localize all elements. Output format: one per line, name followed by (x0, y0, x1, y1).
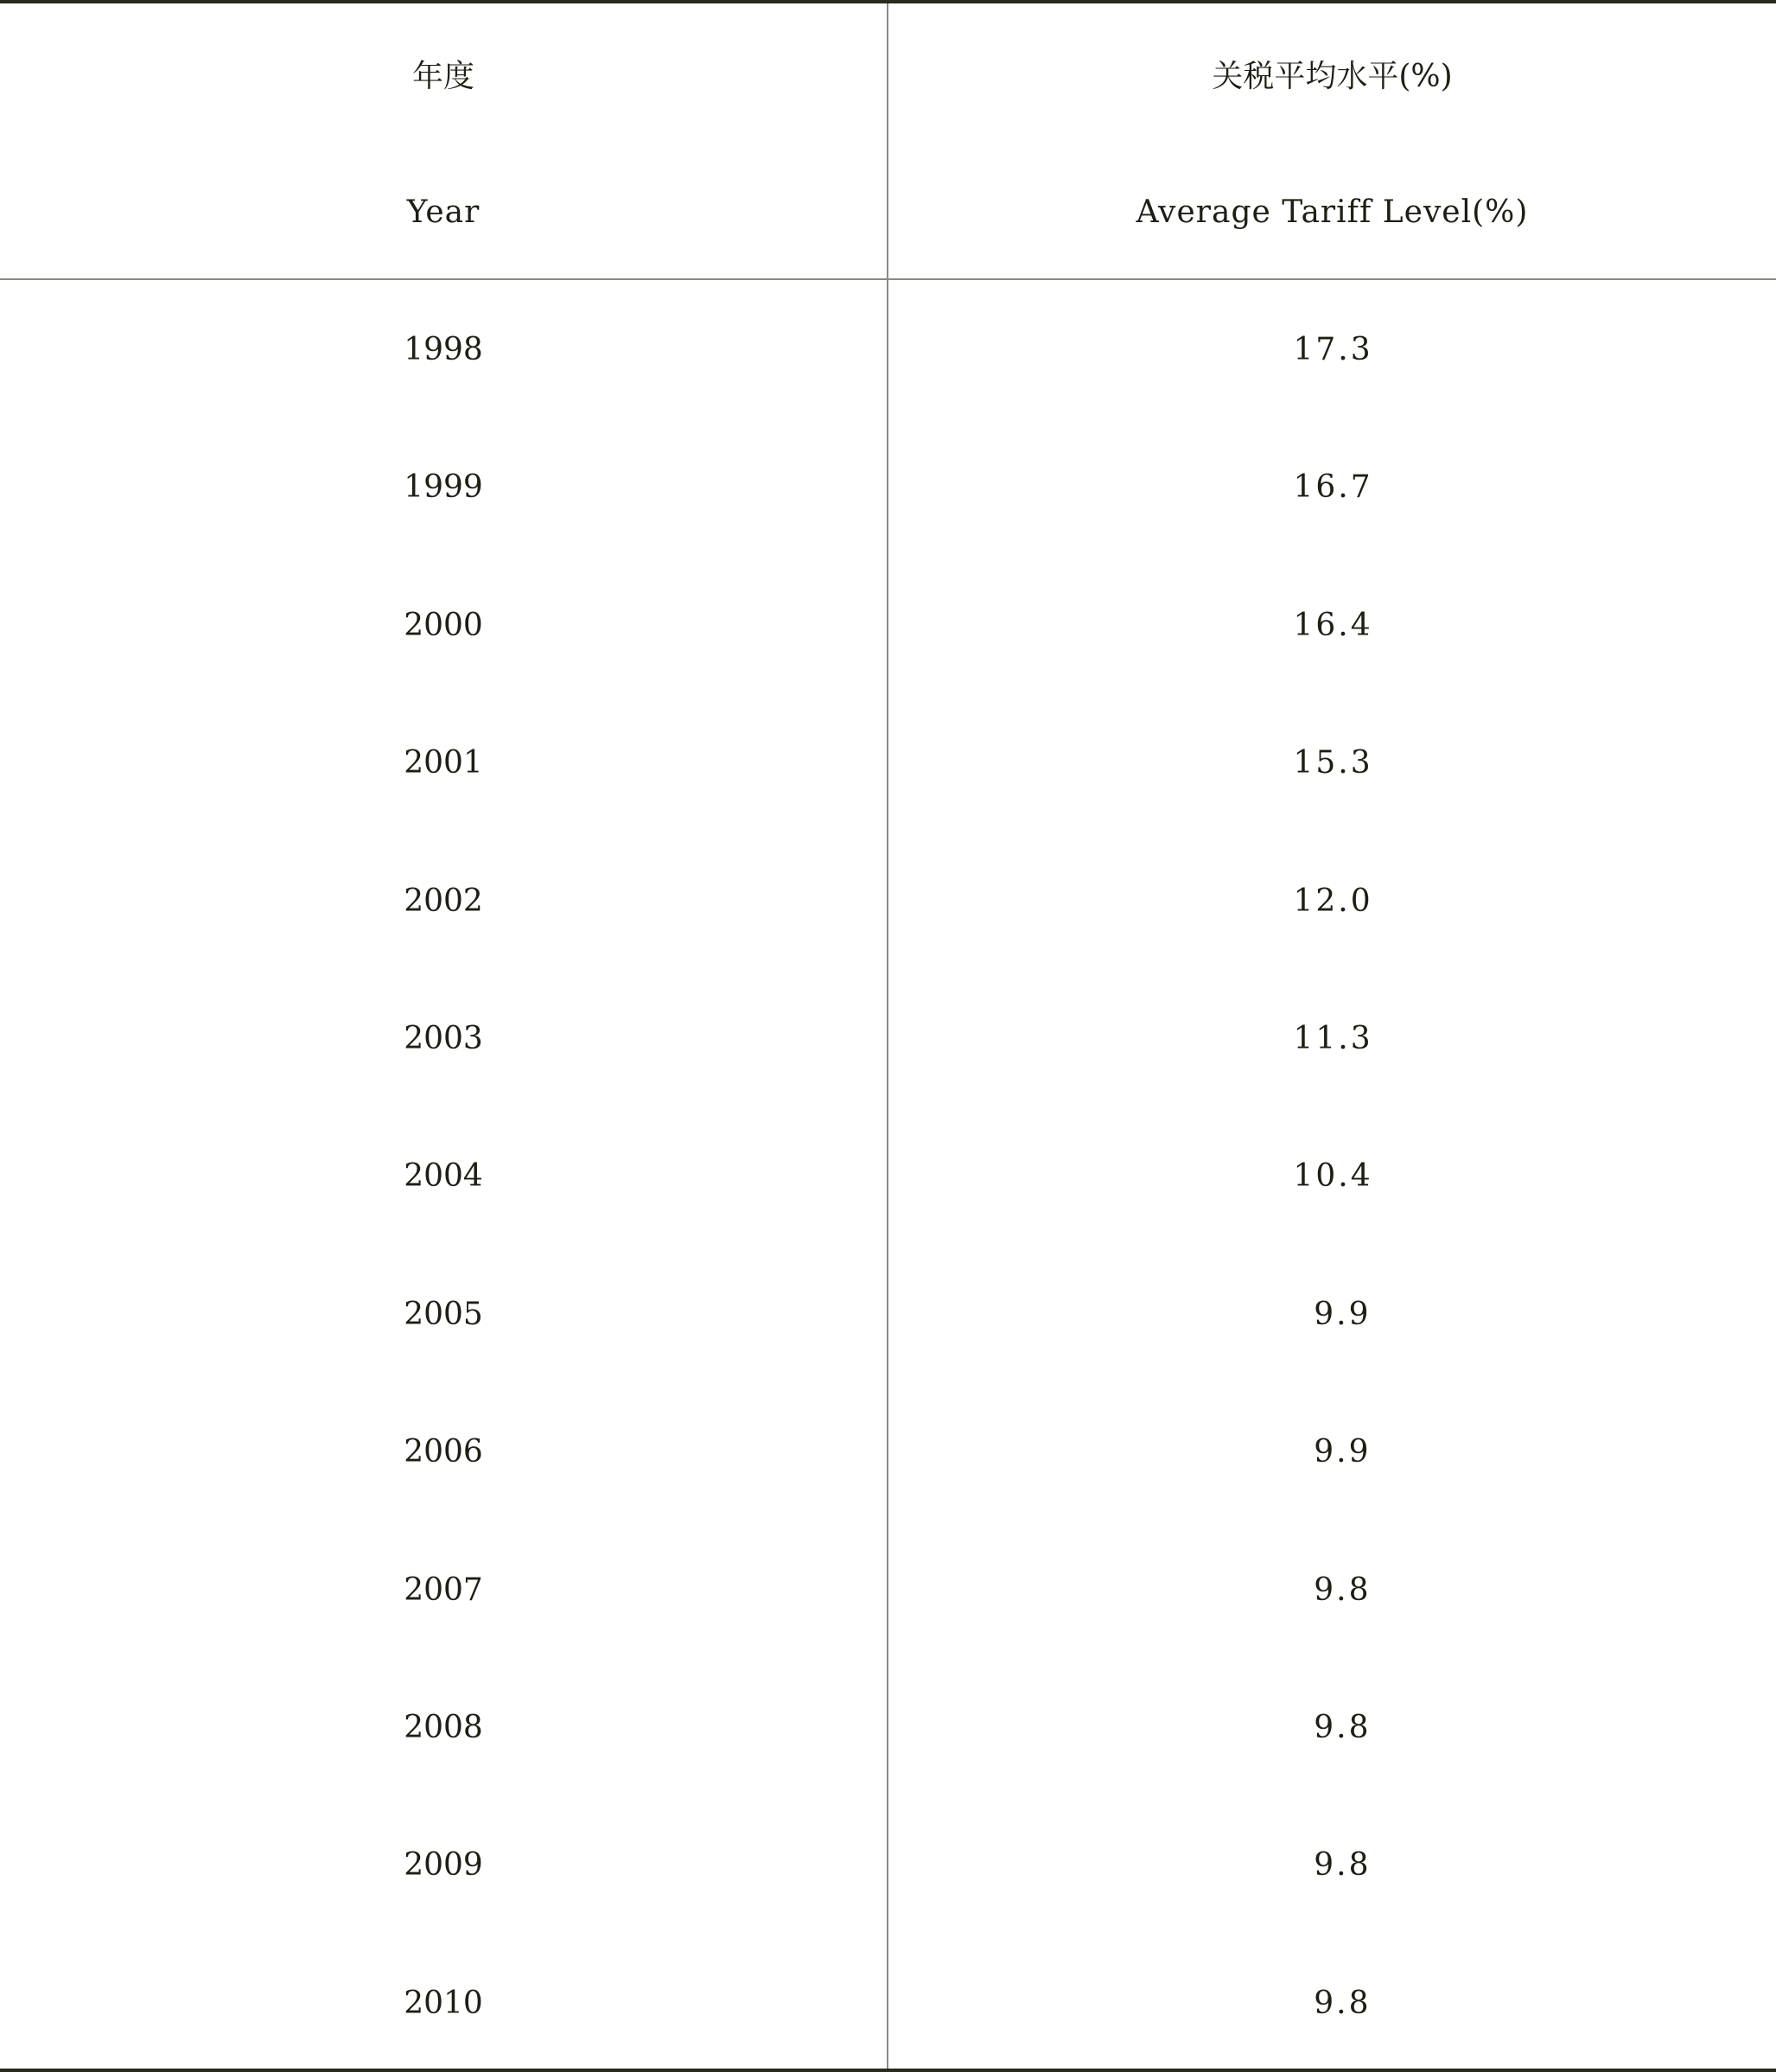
year-cell: 2001 (404, 744, 483, 781)
year-cell: 1998 (404, 331, 483, 367)
tariff-cell (888, 1278, 1776, 1349)
tariff-cell (888, 1829, 1776, 1900)
tariff-cell (888, 590, 1776, 660)
year-cell: 2003 (404, 1020, 483, 1056)
tariff-value: 9.8 (1314, 1572, 1372, 1608)
tariff-value: 9.9 (1314, 1296, 1372, 1332)
year-header-cn: 年度 (411, 58, 474, 94)
year-header-en: Year (406, 194, 481, 230)
tariff-value: 16.4 (1293, 607, 1373, 643)
tariff-cell (888, 727, 1776, 798)
tariff-cell (888, 1967, 1776, 2038)
tariff-cell (888, 1554, 1776, 1625)
tariff-value: 16.7 (1293, 469, 1373, 505)
tariff-value: 9.9 (1314, 1433, 1372, 1470)
year-cell: 2000 (404, 607, 483, 643)
tariff-value: 17.3 (1293, 331, 1373, 367)
tariff-header-cn: 关税平均水平(%) (1212, 58, 1453, 94)
year-cell: 1999 (404, 469, 483, 505)
tariff-cell (888, 314, 1776, 385)
year-cell: 2002 (404, 883, 483, 919)
year-cell: 2008 (404, 1709, 483, 1745)
tariff-cell (888, 451, 1776, 522)
year-cell: 2004 (404, 1157, 483, 1194)
tariff-cell (888, 865, 1776, 936)
tariff-value: 9.8 (1314, 1846, 1372, 1883)
tariff-cell (888, 1692, 1776, 1763)
year-cell: 2007 (404, 1572, 483, 1608)
year-cell: 2009 (404, 1846, 483, 1883)
tariff-value: 9.8 (1314, 1709, 1372, 1745)
tariff-cell (888, 1416, 1776, 1487)
tariff-value: 11.3 (1293, 1020, 1373, 1056)
tariff-cell (888, 1003, 1776, 1074)
tariff-header-en: Average Tariff Level(%) (1136, 194, 1529, 230)
header-divider (0, 278, 1776, 280)
tariff-cell (888, 1140, 1776, 1211)
tariff-value: 9.8 (1314, 1985, 1372, 2021)
year-cell: 2006 (404, 1433, 483, 1470)
tariff-value: 10.4 (1293, 1157, 1373, 1194)
year-cell: 2010 (404, 1985, 483, 2021)
tariff-value: 15.3 (1293, 744, 1373, 781)
tariff-value: 12.0 (1293, 883, 1373, 919)
year-cell: 2005 (404, 1296, 483, 1332)
